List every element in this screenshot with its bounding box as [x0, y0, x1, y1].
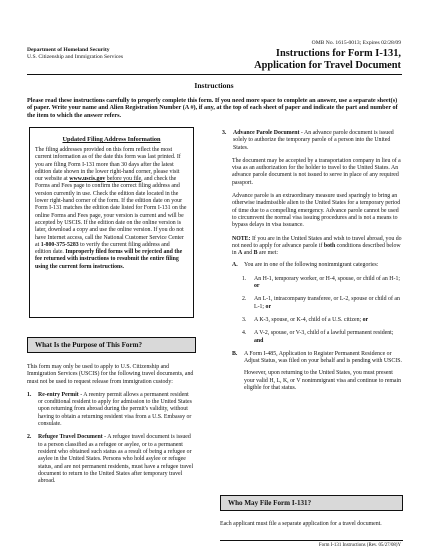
note-b: B [253, 250, 258, 257]
filing-text-d: to verify the current filing address and edition date. [35, 241, 170, 256]
category-conj: or [254, 283, 260, 290]
condition-label: A. [232, 262, 238, 269]
category-number: 1. [242, 275, 247, 282]
note-both: both [323, 242, 336, 249]
note-text-b: conditions described below in [232, 242, 401, 257]
before-you-file: before you file [106, 176, 142, 183]
title-line-2: Application for Travel Document [254, 60, 401, 72]
filing-text-a: The filing addresses provided on this form reflect the most current information as of the date this form was last printed. If you are filing Form I-131 more than 30 days after the latest edition date shown in the lower right-hand corner, please visit our website at [35, 147, 181, 183]
note-and: and [242, 250, 254, 257]
filing-box-text [35, 147, 187, 271]
note-text-a: If you are in the United States and wish to travel abroad, you do not need to apply for advance parole if [232, 235, 402, 249]
footer-divider [220, 540, 403, 541]
category-number: 2. [242, 296, 247, 303]
item-number: 3. [222, 130, 227, 136]
item-title: Advance Parole Document [233, 130, 300, 136]
purpose-left-column [27, 364, 195, 485]
note-paragraph [222, 236, 402, 258]
who-may-file-text: Each applicant must file a separate application for a travel document. [220, 521, 382, 527]
category-body [254, 317, 402, 324]
omb-number: OMB No. 1615-0013; Expires 02/28/09 [311, 40, 401, 46]
condition-text: You are in one of the following nonimmigrant categories: [244, 262, 379, 269]
category-body [254, 296, 402, 311]
item-text: - A refugee travel document is issued to a person classified as a refugee or asylee, or to a permanent resident who obtained such status as a result of being a refugee or asylee in the United States. Persons who hold asylee or refugee status, and are not permanent residents, must have a refugee travel document to return to the United States after temporary travel abroad. [38, 434, 194, 485]
category-number: 3. [242, 316, 247, 323]
category-conj: or [265, 303, 272, 310]
agency-block [27, 47, 123, 62]
form-revision: Form I-131 Instructions (Rev. 05/27/08)Y [318, 543, 401, 548]
subagency-name: U.S. Citizenship and Immigration Services [27, 54, 124, 61]
condition-label: B. [232, 350, 238, 357]
category-conj: or [362, 316, 369, 323]
item-advance-parole [222, 130, 402, 152]
title-line-1: Instructions for Form I-131, [275, 48, 401, 59]
category-text: An L-1, intracompany transferee, or L-2, spouse or child of an L-1; [254, 296, 400, 310]
category-item [222, 330, 402, 345]
item-title: Re-entry Permit [38, 391, 79, 398]
condition-b [222, 351, 402, 366]
item-number: 2. [27, 434, 32, 441]
item-body [233, 130, 402, 152]
condition-b-followup: However, upon returning to the United States, you must present your valid H, L, K, or V nonimmigrant visa and continue to remain eligible for that status. [244, 370, 402, 392]
filing-warning: Improperly filed forms will be rejected and the fee returned with instructions to resubmit the entire filing using the current form instructions. [35, 249, 183, 270]
form-title [254, 48, 401, 72]
extraordinary-paragraph: Advance parole is an extraordinary measure used sparingly to bring an otherwise inadmissible alien to the United States for a temporary period of time due to a compelling emergency. Advance parole cannot be used to circumvent the normal visa issuing procedures and is not a means to bypass delays in visa issuance. [232, 193, 401, 229]
purpose-heading: What Is the Purpose of This Form? [27, 337, 196, 353]
item-text: - A reentry permit allows a permanent resident or conditional resident to apply for admission to the United States upon returning from abroad during the permit's validity, without having to obtain a returning resident visa from a U.S. Embassy or consulate. [38, 391, 192, 428]
purpose-intro: This form may only be used to apply to U.S. Citizenship and Immigration Services (USCIS) for the following travel documents, and must not be used to request release from immigration custody: [27, 364, 194, 385]
note-a: A [238, 250, 243, 257]
item-body [38, 434, 195, 485]
note-text-c: are met: [257, 250, 278, 257]
instructions-text: Please read these instructions carefully to properly complete this form. If you need more space to complete an answer, use a separate sheet(s) of paper. Write your name and Alien Registration Number (A #), if any, at the top of each sheet of paper and indicate the part and number of the item to which the answer refers. [27, 97, 398, 119]
category-item [222, 296, 402, 311]
category-text: A V-2, spouse, or V-3, child of a lawful permanent resident; [254, 330, 394, 337]
category-item [222, 317, 402, 324]
item-refugee-travel-document [27, 434, 195, 485]
note-label: NOTE: [232, 235, 251, 242]
condition-text: A Form I-485, Application to Register Permanent Residence or Adjust Status, was filed on your behalf and is pending with USCIS. [244, 350, 402, 365]
category-text: A K-3, spouse, or K-4, child of a U.S. citizen; [254, 316, 363, 323]
category-body [254, 276, 402, 291]
condition-a [222, 262, 402, 269]
purpose-right-column [222, 130, 402, 392]
item-body [38, 392, 195, 428]
category-conj: and [254, 337, 264, 344]
website-link[interactable]: www.uscis.gov [69, 176, 106, 183]
who-may-file-heading: Who May File Form I-131? [220, 495, 403, 511]
agency-name: Department of Homeland Security [27, 47, 110, 53]
item-title: Refugee Travel Document [38, 434, 103, 441]
header-divider [27, 74, 402, 75]
item-number: 1. [27, 391, 32, 398]
category-text: An H-1, temporary worker, or H-4, spouse, or child of an H-1; [254, 275, 400, 282]
instructions-heading: Instructions [194, 81, 234, 90]
transport-paragraph: The document may be accepted by a transportation company in lieu of a visa as an authorization for the holder to travel to the United States. An advance parole document is not issued to serve in place of any required passport. [232, 157, 401, 186]
filing-address-box [29, 127, 194, 318]
category-number: 4. [242, 330, 247, 337]
filing-box-title: Updated Filing Address Information [62, 136, 161, 143]
category-item [222, 276, 402, 291]
phone-number: 1-800-375-5283 [40, 241, 79, 248]
filing-text-c: , and check the Forms and Fees page to confirm the correct filing address and version currently in use. Check the edition date located in the lower right-hand corner of the form. If the edition date on your Form I-131 matches the edition date listed for Form I-131 on the online Forms and Fees page, your version is current and will be accepted by USCIS. If the edition date on the online version is later, download a copy and use the online version. If you do not have Internet access, call the National Customer Service Center at [35, 176, 187, 248]
item-reentry-permit [27, 392, 195, 428]
item-text: - An advance parole document is issued solely to authorize the temporary parole of a person into the United States. [233, 130, 394, 151]
category-body [254, 330, 402, 345]
